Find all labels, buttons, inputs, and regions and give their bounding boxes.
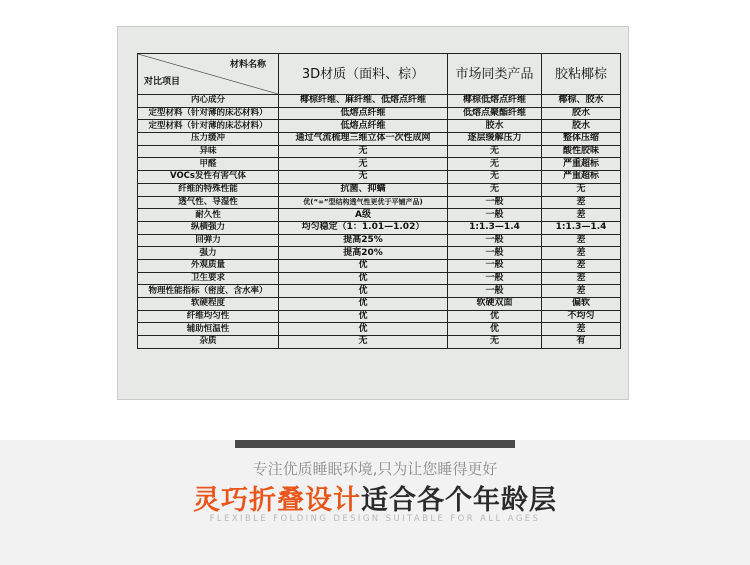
cell-glued-coir: 差: [542, 209, 621, 222]
cell-3d-material: 优(“∞”型结构透气性更优于平铺产品): [279, 196, 448, 209]
table-row: [138, 133, 621, 146]
cell-3d-material: 无: [279, 171, 448, 184]
cell-3d-material: 优: [279, 285, 448, 298]
cell-market-products: 一般: [448, 247, 542, 260]
cell-glued-coir: 有: [542, 336, 621, 349]
cell-market-products: 无: [448, 171, 542, 184]
cell-market-products: 一般: [448, 196, 542, 209]
comparison-table: [137, 53, 621, 349]
cell-3d-material: 低熔点纤维: [279, 120, 448, 133]
row-label: 甲醛: [138, 158, 279, 171]
cell-glued-coir: 差: [542, 272, 621, 285]
cell-market-products: 椰棕低熔点纤维: [448, 95, 542, 108]
cell-glued-coir: 差: [542, 285, 621, 298]
cell-glued-coir: 酸性胶味: [542, 145, 621, 158]
material-name-label: 材料名称: [229, 60, 266, 70]
table-row: [138, 158, 621, 171]
row-label: 回弹力: [138, 234, 279, 247]
cell-market-products: 无: [448, 336, 542, 349]
cell-market-products: 无: [448, 158, 542, 171]
cell-glued-coir: 胶水: [542, 120, 621, 133]
row-label: 物理性能指标（密度、含水率）: [138, 285, 279, 298]
table-row: [138, 336, 621, 349]
cell-3d-material: 提高20%: [279, 247, 448, 260]
cell-3d-material: 优: [279, 298, 448, 311]
row-label: 纤维均匀性: [138, 310, 279, 323]
banner-top-bar: [235, 440, 515, 448]
table-row: [138, 323, 621, 336]
banner-headline: [0, 478, 750, 517]
cell-market-products: 一般: [448, 259, 542, 272]
table-row: [138, 209, 621, 222]
cell-market-products: 一般: [448, 234, 542, 247]
cell-market-products: 一般: [448, 209, 542, 222]
cell-3d-material: 优: [279, 323, 448, 336]
headline-rest-text: 适合各个年龄层: [361, 485, 557, 516]
table-row: [138, 285, 621, 298]
table-row: [138, 171, 621, 184]
table-row: [138, 196, 621, 209]
cell-3d-material: 通过气流梳理三维立体一次性成网: [279, 133, 448, 146]
banner-english-tagline: FLEXIBLE FOLDING DESIGN SUITABLE FOR ALL AGES: [209, 514, 541, 524]
row-label: 杂质: [138, 336, 279, 349]
row-label: 异味: [138, 145, 279, 158]
cell-3d-material: 均匀稳定（1：1.01—1.02）: [279, 221, 448, 234]
table-row: [138, 183, 621, 196]
row-label: 外观质量: [138, 259, 279, 272]
cell-glued-coir: 椰棕、胶水: [542, 95, 621, 108]
cell-3d-material: 无: [279, 336, 448, 349]
banner-subtitle: 专注优质睡眠环境,只为让您睡得更好: [252, 460, 498, 478]
headline-accent-text: 灵巧折叠设计: [193, 485, 361, 516]
row-label: 耐久性: [138, 209, 279, 222]
table-row: [138, 95, 621, 108]
cell-glued-coir: 差: [542, 196, 621, 209]
row-label: 透气性、导湿性: [138, 196, 279, 209]
table-row: [138, 120, 621, 133]
cell-market-products: 逐层缓解压力: [448, 133, 542, 146]
row-label: 辅助恒温性: [138, 323, 279, 336]
cell-market-products: 1:1.3—1.4: [448, 221, 542, 234]
cell-market-products: 无: [448, 183, 542, 196]
cell-3d-material: 优: [279, 310, 448, 323]
row-label: 压力缓冲: [138, 133, 279, 146]
cell-glued-coir: 整体压缩: [542, 133, 621, 146]
cell-glued-coir: 无: [542, 183, 621, 196]
cell-market-products: 优: [448, 310, 542, 323]
cell-glued-coir: 差: [542, 259, 621, 272]
table-row: [138, 234, 621, 247]
table-row: [138, 247, 621, 260]
row-label: 强力: [138, 247, 279, 260]
table-row: [138, 272, 621, 285]
cell-glued-coir: 胶水: [542, 107, 621, 120]
comparison-item-label: 对比项目: [144, 77, 181, 87]
cell-market-products: 一般: [448, 272, 542, 285]
cell-glued-coir: 差: [542, 247, 621, 260]
cell-3d-material: 提高25%: [279, 234, 448, 247]
header-3d-material: 3D材质（面料、棕）: [279, 54, 448, 95]
cell-3d-material: 椰棕纤维、麻纤维、低熔点纤维: [279, 95, 448, 108]
table-row: [138, 259, 621, 272]
cell-market-products: 低熔点聚酯纤维: [448, 107, 542, 120]
cell-glued-coir: 严重超标: [542, 171, 621, 184]
cell-market-products: 一般: [448, 285, 542, 298]
cell-3d-material: 无: [279, 158, 448, 171]
cell-3d-material: A级: [279, 209, 448, 222]
table-row: [138, 298, 621, 311]
cell-market-products: 胶水: [448, 120, 542, 133]
row-label: 定型材料（针对薄的床芯材料）: [138, 107, 279, 120]
cell-3d-material: 优: [279, 259, 448, 272]
cell-glued-coir: 不均匀: [542, 310, 621, 323]
row-label: 卫生要求: [138, 272, 279, 285]
diagonal-header-cell: [138, 54, 279, 95]
table-row: [138, 145, 621, 158]
cell-3d-material: 优: [279, 272, 448, 285]
cell-glued-coir: 严重超标: [542, 158, 621, 171]
table-row: [138, 221, 621, 234]
cell-glued-coir: 差: [542, 323, 621, 336]
table-row: [138, 107, 621, 120]
cell-3d-material: 低熔点纤维: [279, 107, 448, 120]
cell-3d-material: 无: [279, 145, 448, 158]
row-label: 软硬程度: [138, 298, 279, 311]
row-label: 定型材料（针对薄的床芯材料）: [138, 120, 279, 133]
cell-market-products: 软硬双面: [448, 298, 542, 311]
cell-glued-coir: 偏软: [542, 298, 621, 311]
row-label: VOCs发性有害气体: [138, 171, 279, 184]
cell-market-products: 无: [448, 145, 542, 158]
row-label: 纵横强力: [138, 221, 279, 234]
row-label: 内心成分: [138, 95, 279, 108]
header-market-products: 市场同类产品: [448, 54, 542, 95]
header-glued-coir: 胶粘椰棕: [542, 54, 621, 95]
cell-3d-material: 抗菌、抑螨: [279, 183, 448, 196]
cell-glued-coir: 1:1.3—1.4: [542, 221, 621, 234]
cell-glued-coir: 差: [542, 234, 621, 247]
row-label: 纤维的特殊性能: [138, 183, 279, 196]
table-row: [138, 310, 621, 323]
cell-market-products: 优: [448, 323, 542, 336]
